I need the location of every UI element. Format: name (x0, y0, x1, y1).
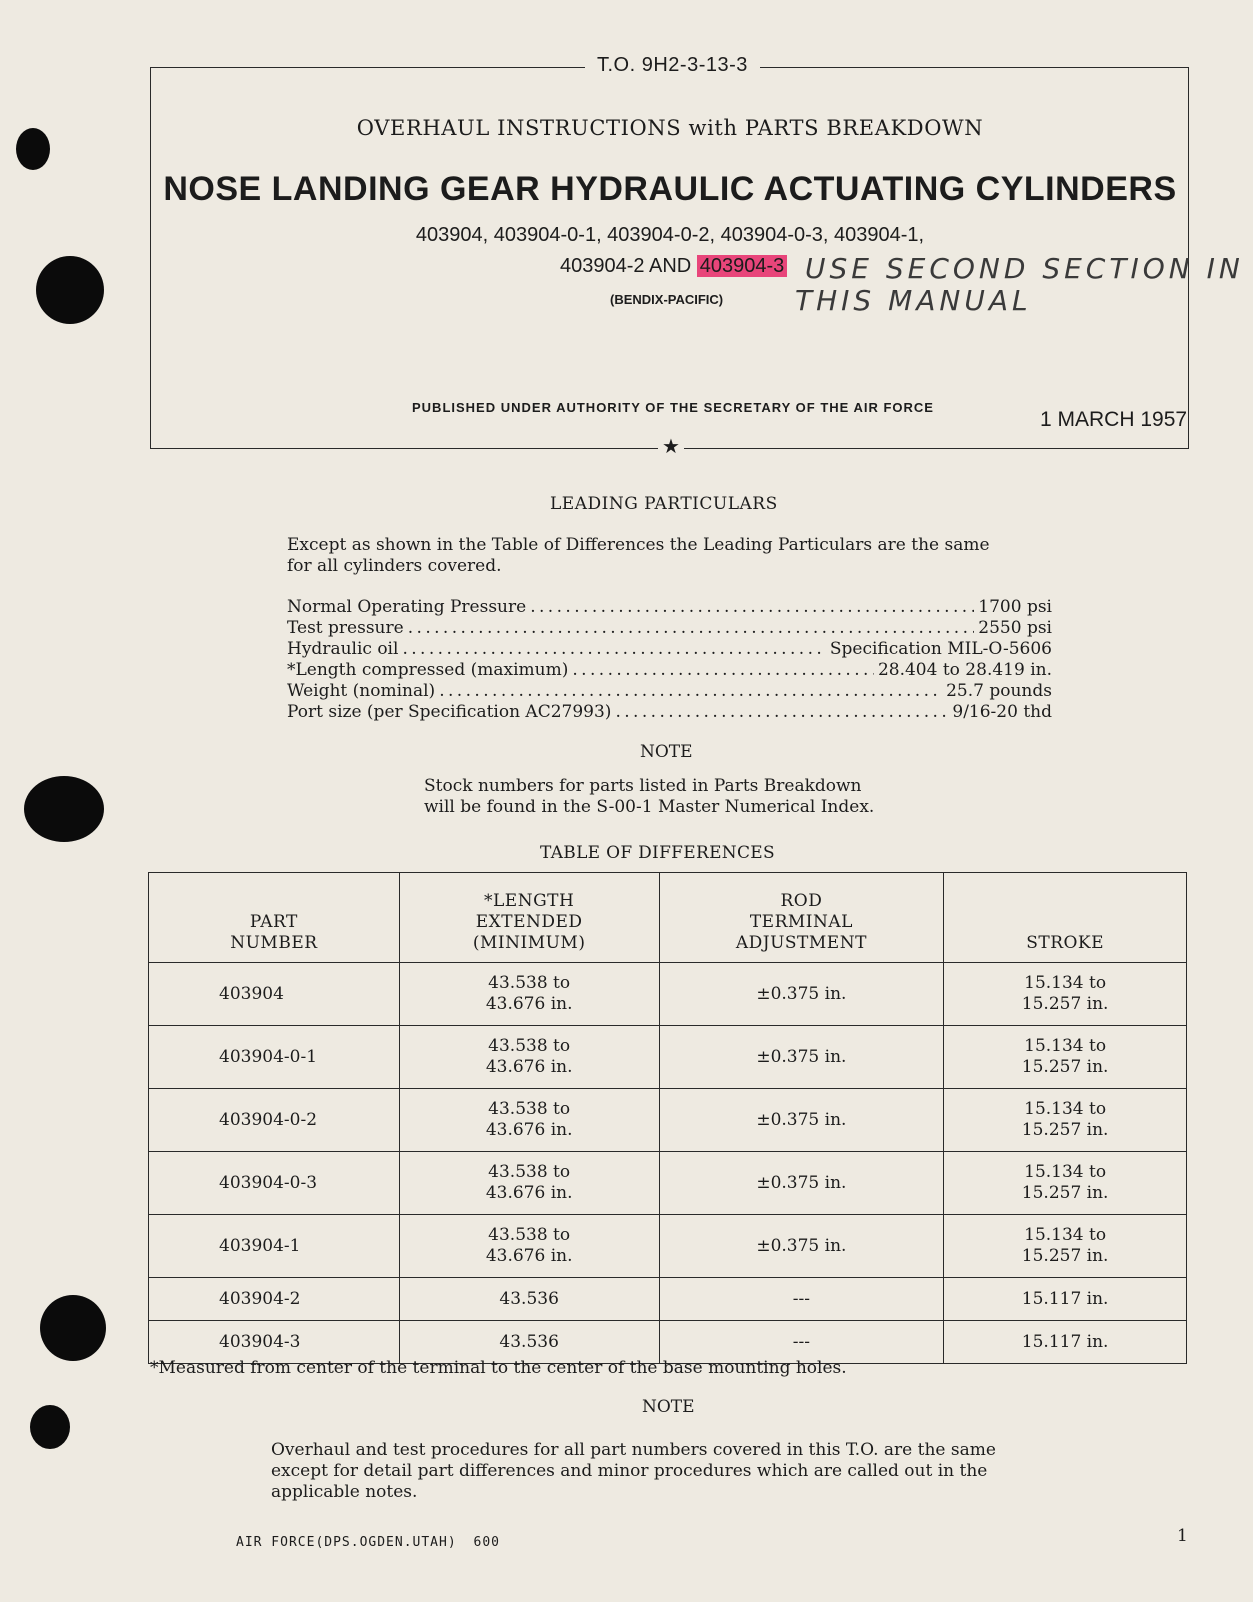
table-footnote: *Measured from center of the terminal to the center of the base mounting holes. (150, 1358, 847, 1378)
note-heading: NOTE (642, 1397, 695, 1417)
cell-line: 43.538 to (488, 1225, 571, 1245)
cell-length (399, 1026, 659, 1089)
cell-line: 43.538 to (488, 1099, 571, 1119)
cell-length (399, 963, 659, 1026)
cell-rod: ±0.375 in. (659, 1215, 944, 1278)
punch-hole (40, 1295, 106, 1361)
particulars-intro-2: for all cylinders covered. (287, 556, 502, 576)
cell-rod: ±0.375 in. (659, 963, 944, 1026)
cell-line: 43.676 in. (485, 1183, 573, 1203)
leader-dots (402, 639, 825, 660)
header-part-number (149, 873, 400, 963)
table-row (149, 1089, 1187, 1152)
note-line: except for detail part differences and minor procedures which are called out in the (271, 1461, 988, 1481)
particular-row (287, 702, 1052, 723)
particular-label: Test pressure (287, 618, 404, 638)
punch-hole (36, 256, 104, 324)
cell-line: 43.676 in. (485, 1246, 573, 1266)
particular-value: 1700 psi (978, 597, 1052, 617)
particular-row (287, 597, 1052, 618)
cell-line: 15.257 in. (1021, 1183, 1109, 1203)
header-line: TERMINAL (749, 912, 853, 932)
header-line: (MINIMUM) (472, 933, 586, 953)
table-row (149, 963, 1187, 1026)
cell-line: 43.538 to (488, 1162, 571, 1182)
cell-line: 43.676 in. (485, 994, 573, 1014)
leader-dots (615, 702, 948, 723)
cell-rod: --- (659, 1278, 944, 1321)
leader-dots (530, 597, 974, 618)
particular-value: 9/16-20 thd (952, 702, 1052, 722)
particular-row (287, 681, 1052, 702)
cell-rod: ±0.375 in. (659, 1152, 944, 1215)
page-number: 1 (1177, 1526, 1188, 1546)
models-line-2-prefix: 403904-2 AND (560, 255, 692, 277)
particular-value: 2550 psi (978, 618, 1052, 638)
header-stroke (944, 873, 1187, 963)
table-title: TABLE OF DIFFERENCES (540, 843, 775, 863)
cell-length (399, 1152, 659, 1215)
cell-length (399, 1089, 659, 1152)
subtitle: OVERHAUL INSTRUCTIONS with PARTS BREAKDOWN (356, 116, 984, 140)
note-line: Overhaul and test procedures for all part numbers covered in this T.O. are the same (271, 1440, 996, 1460)
cell-line: 15.257 in. (1021, 1246, 1109, 1266)
note-line: Stock numbers for parts listed in Parts Breakdown (424, 776, 862, 796)
note-line: applicable notes. (271, 1482, 418, 1502)
particular-value: Specification MIL-O-5606 (829, 639, 1052, 659)
handwritten-note-line-2: THIS MANUAL (795, 284, 1032, 317)
cell-line: 15.134 to (1024, 1036, 1107, 1056)
star-icon: ★ (658, 436, 684, 456)
particular-value: 28.404 to 28.419 in. (877, 660, 1052, 680)
printer-imprint (236, 1535, 500, 1550)
cell-part: 403904-0-2 (149, 1089, 400, 1152)
cell-length: 43.536 (399, 1321, 659, 1364)
cell-line: 15.134 to (1024, 1162, 1107, 1182)
cell-rod: --- (659, 1321, 944, 1364)
cell-stroke (944, 1152, 1187, 1215)
cell-line: 15.134 to (1024, 973, 1107, 993)
cell-part: 403904-2 (149, 1278, 400, 1321)
leading-particulars-heading: LEADING PARTICULARS (550, 494, 778, 514)
particular-row (287, 639, 1052, 660)
cell-line: 15.257 in. (1021, 1057, 1109, 1077)
publication-date: 1 MARCH 1957 (1040, 408, 1188, 431)
cell-line: 15.134 to (1024, 1099, 1107, 1119)
particular-label: Port size (per Specification AC27993) (287, 702, 612, 722)
table-header-row (149, 873, 1187, 963)
cell-line: 43.676 in. (485, 1057, 573, 1077)
header-rod-terminal (659, 873, 944, 963)
header-line: ROD (780, 891, 823, 911)
header-length-extended (399, 873, 659, 963)
cell-stroke (944, 1215, 1187, 1278)
punch-hole (16, 128, 50, 170)
cell-line: 43.676 in. (485, 1120, 573, 1140)
table-row (149, 1026, 1187, 1089)
printer: AIR FORCE(DPS.OGDEN.UTAH) (236, 1535, 457, 1550)
cell-stroke: 15.117 in. (944, 1321, 1187, 1364)
table-row (149, 1152, 1187, 1215)
highlighted-model: 403904-3 (697, 255, 788, 277)
punch-hole (24, 776, 104, 842)
to-number: T.O. 9H2-3-13-3 (585, 54, 760, 77)
header-line: ADJUSTMENT (735, 933, 867, 953)
cell-part: 403904-3 (149, 1321, 400, 1364)
header-line: EXTENDED (475, 912, 583, 932)
particular-row (287, 660, 1052, 681)
cell-rod: ±0.375 in. (659, 1089, 944, 1152)
models-line-2 (560, 255, 787, 278)
page-title: NOSE LANDING GEAR HYDRAULIC ACTUATING CYLINDERS (163, 170, 1177, 208)
cell-length (399, 1215, 659, 1278)
note-line: will be found in the S-00-1 Master Numerical Index. (424, 797, 875, 817)
particular-label: Normal Operating Pressure (287, 597, 527, 617)
cell-part: 403904-0-1 (149, 1026, 400, 1089)
particular-label: *Length compressed (maximum) (287, 660, 569, 680)
cell-rod: ±0.375 in. (659, 1026, 944, 1089)
cell-part: 403904-1 (149, 1215, 400, 1278)
cell-stroke (944, 1089, 1187, 1152)
models-line-1: 403904, 403904-0-1, 403904-0-2, 403904-0-3, 403904-1, (415, 224, 925, 246)
cell-length: 43.536 (399, 1278, 659, 1321)
particular-row (287, 618, 1052, 639)
cell-part: 403904 (149, 963, 400, 1026)
authority-line: PUBLISHED UNDER AUTHORITY OF THE SECRETARY OF THE AIR FORCE (412, 400, 934, 415)
leader-dots (439, 681, 942, 702)
leader-dots (408, 618, 975, 639)
leader-dots (572, 660, 874, 681)
cell-line: 43.538 to (488, 973, 571, 993)
note-heading: NOTE (640, 742, 693, 762)
manufacturer: (BENDIX-PACIFIC) (610, 292, 724, 307)
cell-line: 15.257 in. (1021, 1120, 1109, 1140)
cell-line: 43.538 to (488, 1036, 571, 1056)
handwritten-note-line-1: USE SECOND SECTION IN (805, 252, 1244, 285)
cell-stroke: 15.117 in. (944, 1278, 1187, 1321)
cell-stroke (944, 963, 1187, 1026)
cell-stroke (944, 1026, 1187, 1089)
particular-label: Weight (nominal) (287, 681, 436, 701)
cell-line: 15.257 in. (1021, 994, 1109, 1014)
table-of-differences (148, 872, 1187, 1364)
header-line: NUMBER (230, 933, 318, 953)
cell-line: 15.134 to (1024, 1225, 1107, 1245)
table-row (149, 1215, 1187, 1278)
header-line: PART (249, 912, 298, 932)
particular-label: Hydraulic oil (287, 639, 399, 659)
cell-part: 403904-0-3 (149, 1152, 400, 1215)
particular-value: 25.7 pounds (946, 681, 1052, 701)
particulars-intro-1: Except as shown in the Table of Differences the Leading Particulars are the same (287, 535, 990, 555)
punch-hole (30, 1405, 70, 1449)
header-line: *LENGTH (484, 891, 575, 911)
print-quantity: 600 (473, 1535, 500, 1550)
header-line: STROKE (1026, 933, 1105, 953)
table-row (149, 1278, 1187, 1321)
